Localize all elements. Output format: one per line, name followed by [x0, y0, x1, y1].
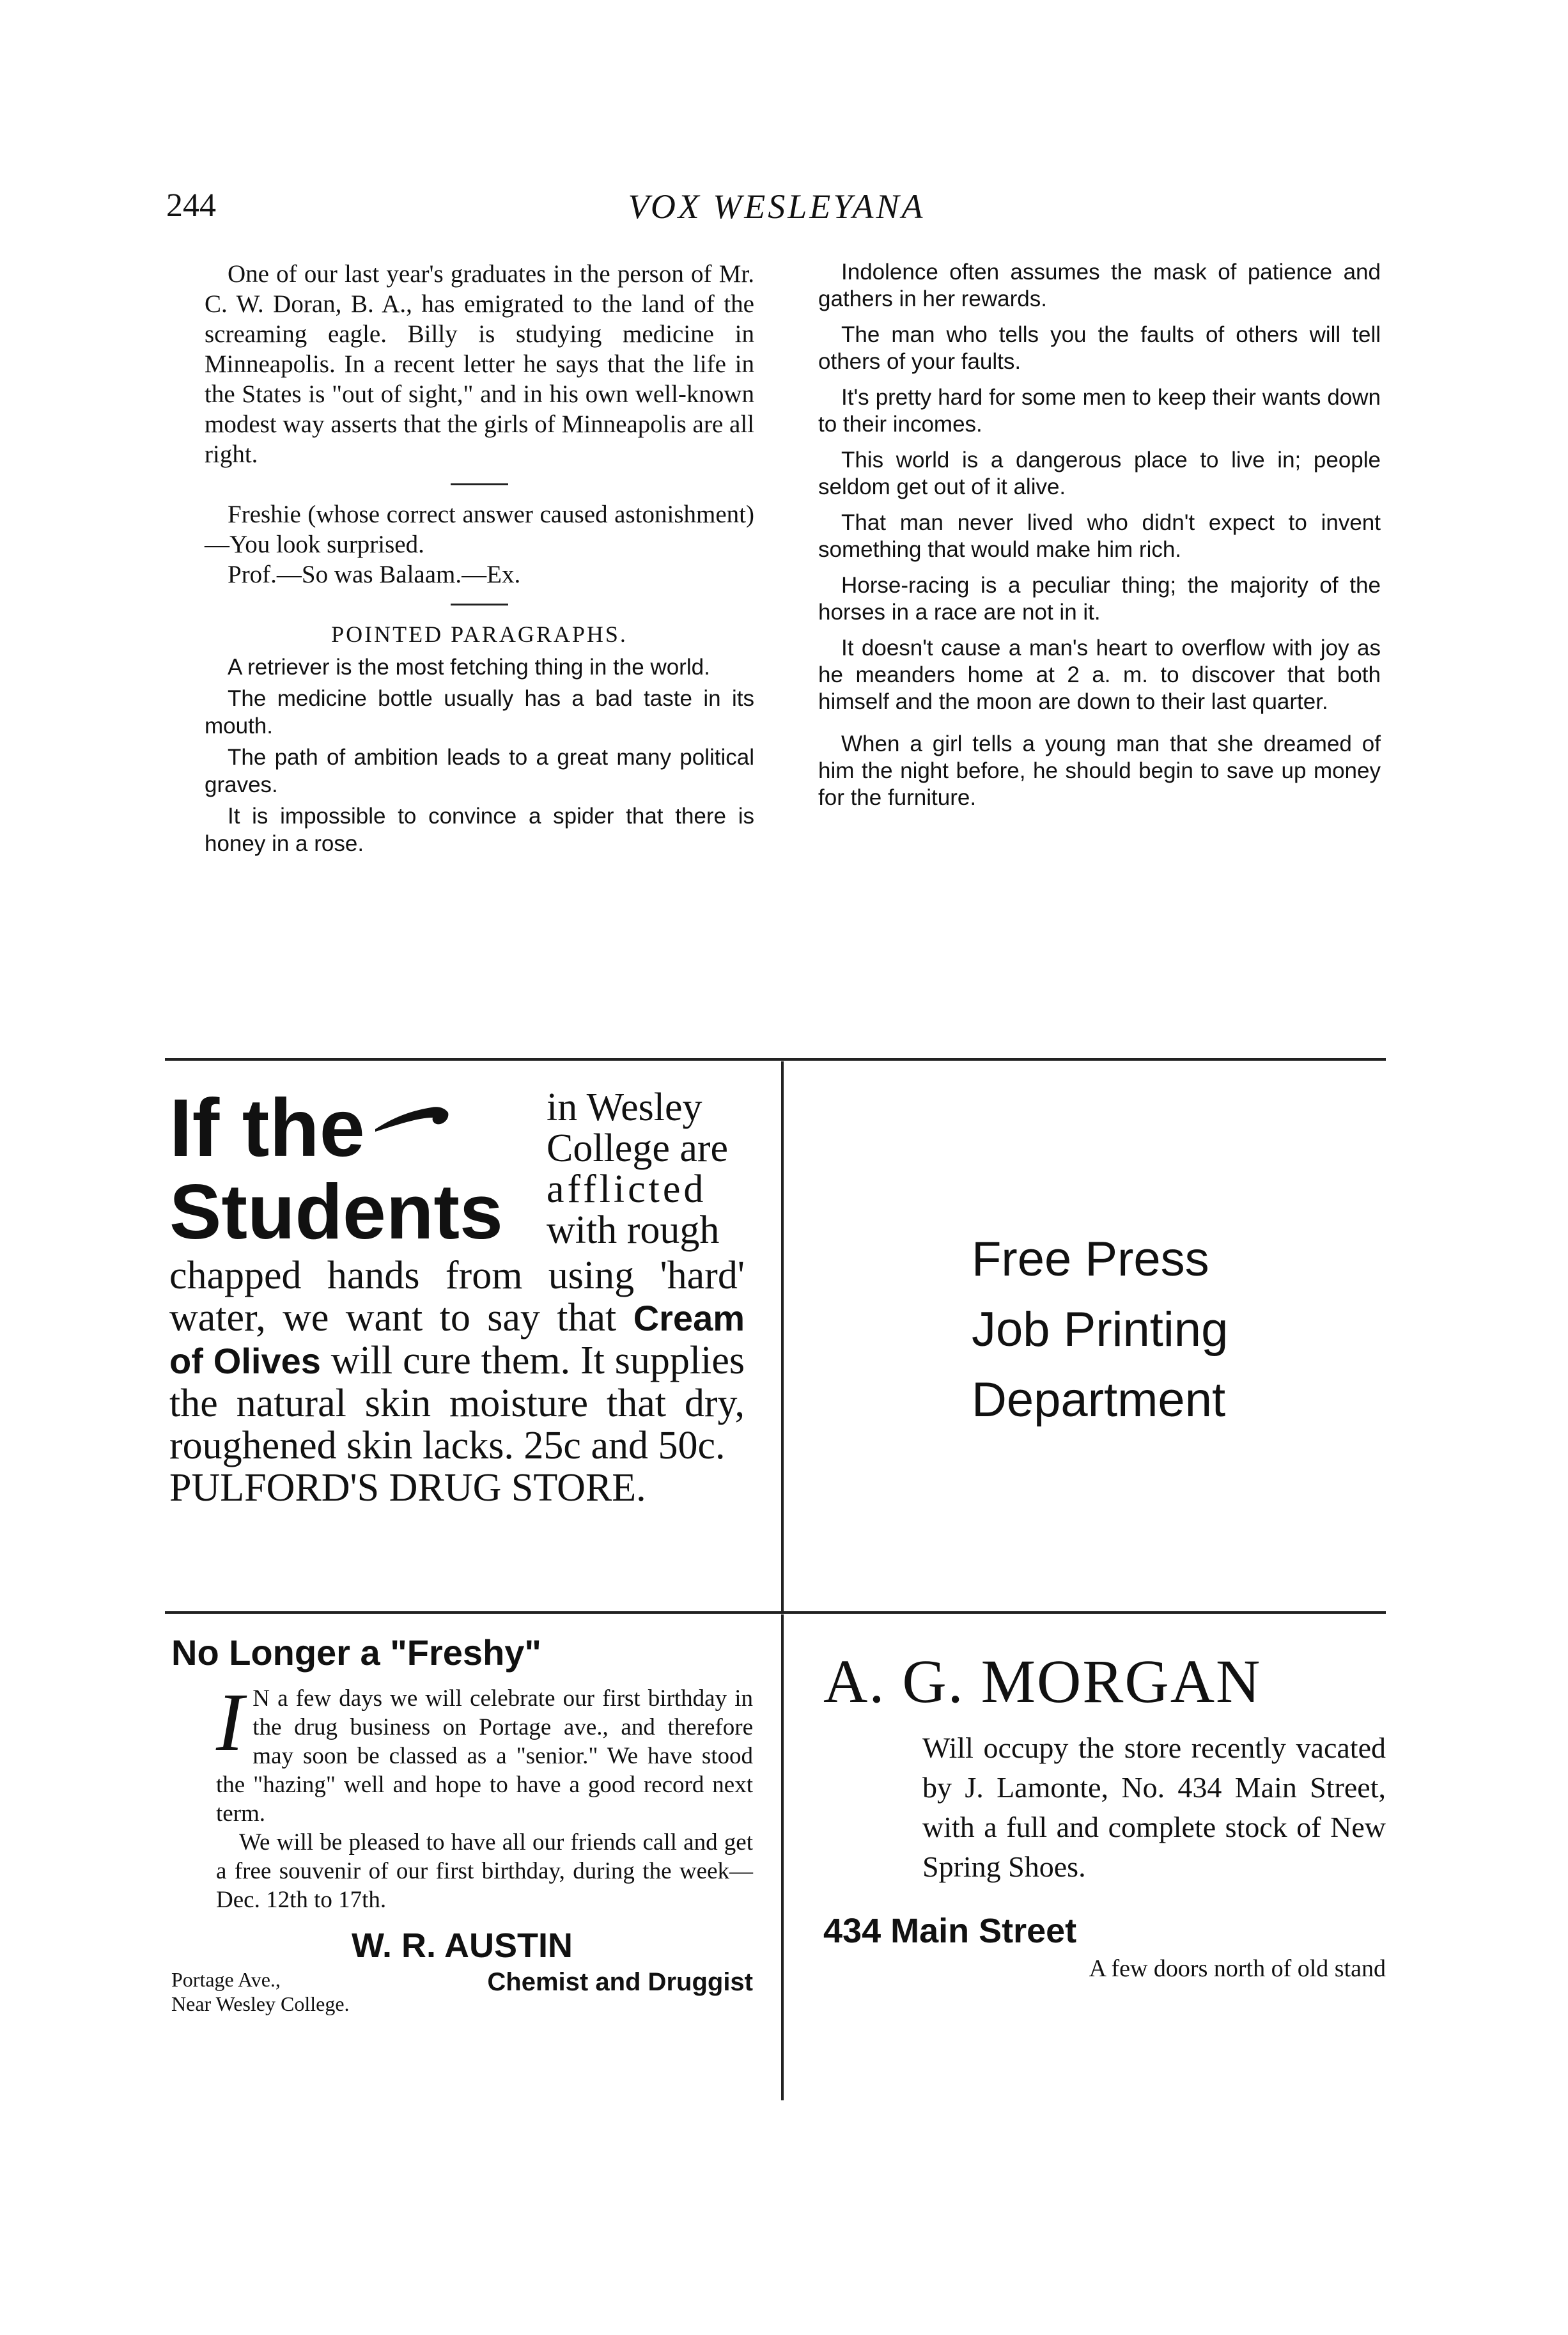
address-line: Near Wesley College. [171, 1992, 350, 2015]
pulford-ad [169, 1082, 757, 1592]
section-title: POINTED PARAGRAPHS. [331, 621, 628, 647]
side-text-line: College are [547, 1127, 729, 1170]
side-text-line: afflicted [547, 1168, 707, 1211]
paragraph-item: The man who tells you the faults of others will tell others of your faults. [818, 322, 1381, 374]
page-number: 244 [166, 187, 216, 224]
paragraph-item: When a girl tells a young man that she dreamed of him the night before, he should begin to save up money for the furniture. [818, 731, 1381, 810]
running-title: VOX WESLEYANA [628, 187, 926, 226]
ad-body: Will occupy the store recently vacated by J. Lamonte, No. 434 Main Street, with a full and complete stock of New Spring Shoes. [922, 1731, 1386, 1883]
paragraph-item: It is impossible to convince a spider that there is honey in a rose. [205, 804, 754, 856]
austin-ad [171, 1630, 753, 2019]
department-line: Department [972, 1373, 1226, 1427]
side-text-line: in Wesley [547, 1086, 702, 1129]
paragraph-item: It doesn't cause a man's heart to overflow with joy as he meanders home at 2 a. m. to discover that both himself and the moon are down to their last quarter. [818, 636, 1381, 714]
freshie-joke-line1: Freshie (whose correct answer caused astonishment)—You look surprised. [205, 501, 754, 558]
paragraph-item: The medicine bottle usually has a bad taste in its mouth. [205, 686, 754, 738]
pointing-hand-icon [374, 1098, 451, 1137]
freshie-joke-line2: Prof.—So was Balaam.—Ex. [228, 561, 521, 588]
ad-body [171, 1676, 753, 1914]
headline-if-the: If the [169, 1082, 365, 1174]
address-line: Portage Ave., [171, 1968, 281, 1991]
ad-middle-rule [165, 1611, 1386, 1614]
paragraph-item: It's pretty hard for some men to keep their wants down to their incomes. [818, 385, 1381, 437]
paragraph-item: Indolence often assumes the mask of patience and gathers in her rewards. [818, 260, 1381, 311]
paragraph-item: That man never lived who didn't expect to invent something that would make him rich. [818, 510, 1381, 562]
right-column [818, 259, 1381, 811]
body-paragraph-2: We will be pleased to have all our friends call and get a free souvenir of our first birthday, during the week—Dec. 12th to 17th. [216, 1829, 753, 1913]
free-press-ad [972, 1224, 1355, 1435]
job-printing-line: Job Printing [972, 1302, 1229, 1357]
divider [451, 604, 508, 605]
morgan-ad [823, 1646, 1386, 1983]
paragraph-item: This world is a dangerous place to live in; people seldom get out of it alive. [818, 448, 1381, 499]
left-column [205, 259, 754, 857]
body-end: will cure them. It supplies the natural skin moisture that dry, roughened skin lacks. 25c and 50c. [169, 1339, 745, 1467]
divider [451, 483, 508, 485]
store-address: 434 Main Street [823, 1912, 1077, 1950]
ad-divider-vertical-top [781, 1061, 784, 1611]
body-paragraph-1: N a few days we will celebrate our first birthday in the drug business on Portage ave., and therefore may soon be classed as a "senior." We have stood the "hazing" well and hope to have a good record next term. [216, 1685, 753, 1827]
druggist-name: W. R. AUSTIN [352, 1926, 573, 1965]
doran-news-item: One of our last year's graduates in the person of Mr. C. W. Doran, B. A., has emigrated to the land of the screaming eagle. Billy is studying medicine in Minneapolis. In a recent letter he says that the life in the States is "out of sight," and in his own well-known modest way asserts that the girls of Minneapolis are all right. [205, 260, 754, 468]
side-text-line: with rough [547, 1208, 720, 1252]
drop-cap: I [216, 1676, 244, 1769]
ad-top-rule [165, 1058, 1386, 1061]
side-text [547, 1087, 757, 1251]
ad-headline: No Longer a "Freshy" [171, 1632, 541, 1673]
paragraph-item: Horse-racing is a peculiar thing; the majority of the horses in a race are not in it. [818, 573, 1381, 625]
ad-divider-vertical-bottom [781, 1614, 784, 2100]
druggist-title: Chemist and Druggist [487, 1968, 753, 1996]
store-name: PULFORD'S DRUG STORE. [169, 1466, 646, 1510]
merchant-name: A. G. MORGAN [823, 1647, 1262, 1715]
free-press-line: Free Press [972, 1232, 1209, 1286]
product-name: Cream of Olives [169, 1298, 745, 1381]
paragraph-item: A retriever is the most fetching thing in the world. [228, 655, 710, 680]
ad-body [169, 1254, 745, 1509]
location-note: A few doors north of old stand [1089, 1955, 1386, 1982]
body-start: chapped hands from using 'hard' water, we want to say that [169, 1254, 745, 1339]
page-header [166, 187, 1387, 231]
headline-students: Students [169, 1168, 503, 1255]
paragraph-item: The path of ambition leads to a great many political graves. [205, 745, 754, 797]
